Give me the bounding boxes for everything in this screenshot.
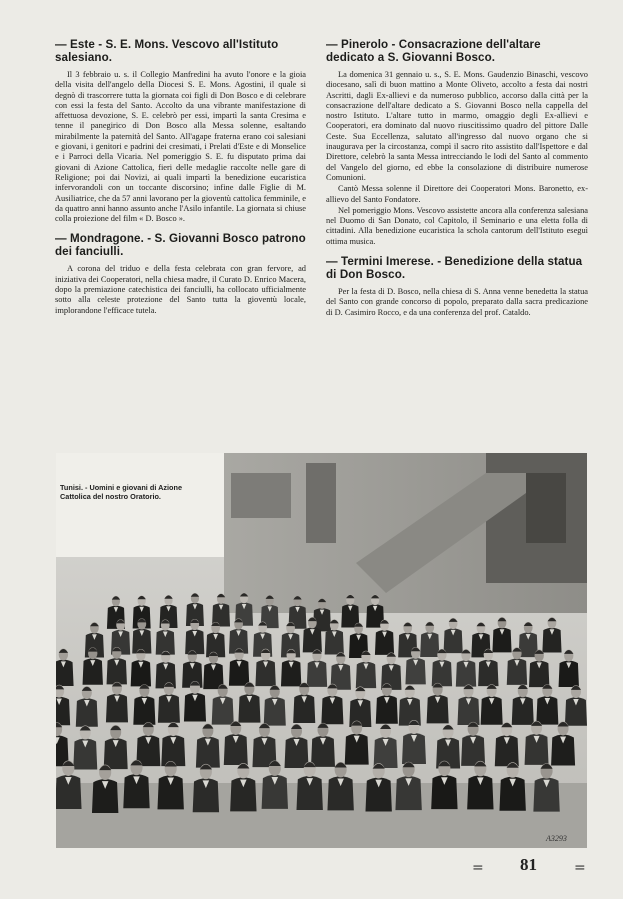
article-mondragone [55, 232, 306, 315]
article-este [55, 38, 306, 224]
footer-mark-left: = [472, 860, 484, 876]
article-termini-imerese [326, 255, 588, 318]
footer-mark-right: = [574, 860, 586, 876]
article-paragraph: A corona del triduo e della festa celebrata con gran fervore, ad iniziativa dei Cooperatori, nella chiesa madre, il Curato D. Enrico Macera, dopo la premiazione catechistica dei fanciulli, ha collocato ufficialmente sotto alla celeste protezione del Santo tutta la gioventù locale, implorandone l'efficace tutela. [55, 264, 306, 315]
article-paragraph: Per la festa di D. Bosco, nella chiesa di S. Anna venne benedetta la statua del Santo con grande concorso di popolo, preparato dalla sacra predicazione di D. Casimiro Rocco, e da una conferenza del prof. Cataldo. [326, 287, 588, 317]
article-title: — Mondragone. - S. Giovanni Bosco patrono dei fanciulli. [55, 232, 306, 259]
article-paragraph: Il 3 febbraio u. s. il Collegio Manfredini ha avuto l'onore e la gioia della visita dell'angelo della Diocesi S. E. Mons. Agostini, il quale si degnò di trascorrere tutta la giornata coi figli di Don Bosco e di celebrare con essi la festa del Santo. Accolto da una vibrante manifestazione di affettuosa devozione, S. E. celebrò per essi, impartì la santa Cresima e tenne il panegirico di Don Bosco alla Messa solenne, esaltando mirabilmente la paternità del Santo. All'agape fraterna erano coi salesiani e giovani, i genitori e padrini dei cresimati, i Prelati d'Este e di Monselice e i Parroci della Vicaria. Nel pomeriggio S. E. fu disputato prima dai giovani di Azione Cattolica, fieri delle medaglie raccolte nelle gare di Religione; poi dai Novizi, ai quali impartì la benedizione eucaristica infervorandoli con un toccante discorsino; infine dalle Figlie di M. Ausiliatrice, che da 57 anni lavorano per la gioventù cattolica femminile, e da quattro anni hanno assunto anche l'Asilo infantile. La giornata si chiuse colla proiezione del film « D. Bosco ». [55, 70, 306, 224]
page-number: 81 [520, 855, 537, 874]
left-column [55, 38, 306, 324]
photo-code: A3293 [546, 834, 567, 843]
group-photo [56, 453, 587, 848]
article-paragraph: Nel pomeriggio Mons. Vescovo assistette ancora alla conferenza salesiana nel Duomo di San Donato, col Capitolo, il Seminario e una eletta folla di cittadini. Alla benedizione eucaristica la schola cantorum dell'Istituto eseguì ottima musica. [326, 205, 588, 246]
photo-caption: Tunisi. - Uomini e giovani di Azione Cattolica del nostro Oratorio. [60, 483, 183, 501]
article-title: — Termini Imerese. - Benedizione della statua di Don Bosco. [326, 255, 583, 282]
right-column [326, 38, 588, 326]
group-photo-illustration [56, 453, 587, 848]
article-title: — Pinerolo - Consacrazione dell'altare dedicato a S. Giovanni Bosco. [326, 38, 541, 64]
article-pinerolo [326, 38, 588, 247]
article-title: — Este - S. E. Mons. Vescovo all'Istituto salesiano. [55, 38, 279, 64]
article-paragraph: La domenica 31 gennaio u. s., S. E. Mons. Gaudenzio Binaschi, vescovo diocesano, salì di buon mattino a Monte Oliveto, accolto a festa dai nostri Ascritti, dagli Ex-allievi e da numeroso pubblico, accorso dalla città per la consacrazione dell'altare dedicato a S. Giovanni Bosco nella cappella del nostro Istituto. L'altare tutto in marmo, omaggio degli Ex-allievi e Cooperatori, era dominato dal nuovo riuscitissimo quadro del pittore Dalle Ceste. Sua Eccellenza, salutato all'ingresso dal nuovo organo che si inaugurava per la circostanza, compì il sacro rito assistito dall'Ispettore e dal Direttore, celebrò la santa Messa intrecciando le lodi del Santo al commento del Vangelo del giorno, ed ebbe la consolazione di distribuire numerose Comunioni. [326, 70, 588, 182]
article-paragraph: Cantò Messa solenne il Direttore dei Cooperatori Mons. Baronetto, ex-allievo del Santo Fondatore. [326, 184, 588, 204]
